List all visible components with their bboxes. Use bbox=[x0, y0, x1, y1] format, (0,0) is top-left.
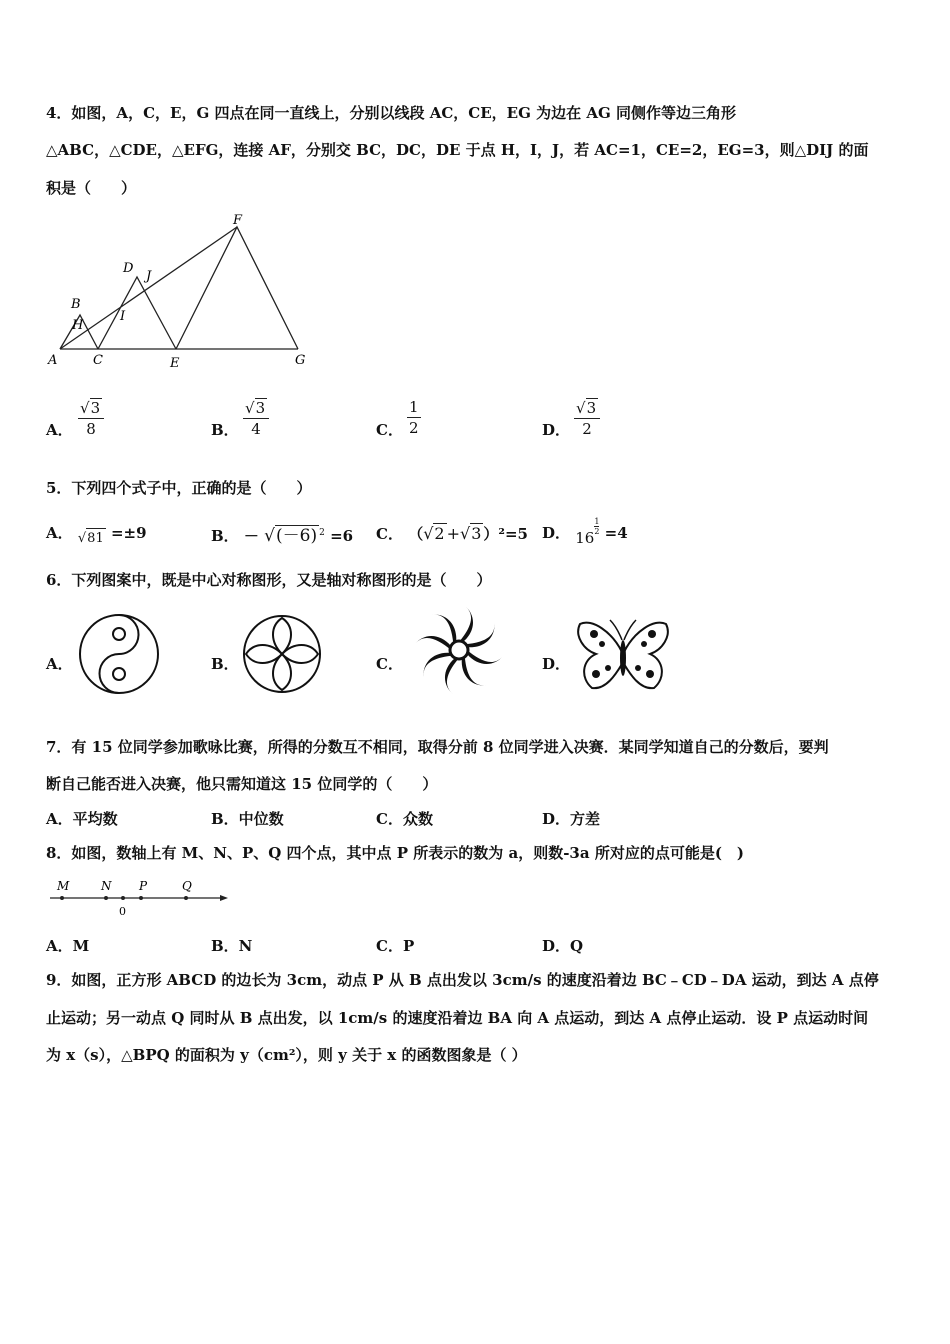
q5-d-rest: =4 bbox=[604, 524, 628, 542]
q6-option-d-label: D． bbox=[542, 655, 571, 673]
q9-stem-line2: 止运动；另一动点 Q 同时从 B 点出发，以 1cm/s 的速度沿着边 BA 向 A 点运动，到达 A 点停止运动．设 P 点运动时间 bbox=[46, 1009, 869, 1027]
q8-option-d[interactable]: D．Q bbox=[542, 937, 584, 955]
fig-label-g: G bbox=[295, 353, 306, 368]
q4-stem-line3: 积是（ ） bbox=[46, 179, 137, 197]
q4-a-den: 8 bbox=[86, 420, 96, 438]
fig-label-a: A bbox=[48, 353, 58, 368]
q7-option-a[interactable]: A．平均数 bbox=[46, 810, 118, 828]
q4-d-num: 3 bbox=[586, 399, 597, 417]
q5-c-rest: ²=5 bbox=[498, 525, 528, 543]
q7-stem-line2: 断自己能否进入决赛，他只需知道这 15 位同学的（ ） bbox=[46, 775, 438, 793]
axis-label-q: Q bbox=[182, 879, 192, 893]
q5-a-rest: =±9 bbox=[110, 524, 147, 542]
q5-c-open-paren: （ bbox=[408, 525, 424, 543]
q5-option-a[interactable]: A． √81 =±9 bbox=[46, 523, 147, 545]
q4-option-d-fraction[interactable]: √3 2 bbox=[574, 398, 600, 438]
q4-c-num: 1 bbox=[409, 398, 419, 416]
q5-option-c[interactable]: C． （√2 +√3 ）²=5 bbox=[376, 524, 528, 543]
fig-label-j: J bbox=[146, 269, 152, 284]
q5-c-close-paren: ） bbox=[483, 525, 499, 543]
q8-stem: 8．如图，数轴上有 M、N、P、Q 四个点，其中点 P 所表示的数为 a，则数-3a 所对应的点可能是( ) bbox=[46, 844, 745, 862]
q6-stem: 6．下列图案中，既是中心对称图形，又是轴对称图形的是（ ） bbox=[46, 571, 492, 589]
q4-option-b-label: B． bbox=[211, 421, 239, 439]
fig-label-f: F bbox=[233, 213, 243, 228]
q8-option-a[interactable]: A．M bbox=[46, 937, 90, 955]
q5-c-radicand-2: 3 bbox=[471, 524, 482, 543]
q4-option-a-label: A． bbox=[46, 421, 73, 439]
q5-a-radicand: 81 bbox=[86, 528, 106, 549]
q5-c-plus: + bbox=[446, 524, 460, 543]
q9-stem-line3: 为 x（s），△BPQ 的面积为 y（cm²），则 y 关于 x 的函数图象是（ ） bbox=[46, 1046, 527, 1064]
axis-label-m: M bbox=[57, 879, 70, 893]
q7-option-b[interactable]: B．中位数 bbox=[211, 810, 284, 828]
q9-stem-line1: 9．如图，正方形 ABCD 的边长为 3cm，动点 P 从 B 点出发以 3cm/s 的速度沿着边 BC﹣CD﹣DA 运动，到达 A 点停 bbox=[46, 971, 879, 989]
q4-option-c-fraction[interactable] bbox=[407, 398, 421, 437]
q6-option-c-label: C． bbox=[376, 655, 403, 673]
q4-c-den: 2 bbox=[409, 419, 419, 437]
axis-label-p: P bbox=[139, 879, 148, 893]
q5-d-exp-den: 2 bbox=[594, 527, 600, 536]
q8-option-c[interactable]: C．P bbox=[376, 937, 415, 955]
q4-option-d-label: D． bbox=[542, 421, 571, 439]
q7-option-c[interactable]: C．众数 bbox=[376, 810, 433, 828]
q4-option-a-fraction[interactable]: √3 8 bbox=[78, 398, 104, 438]
q5-d-base: 16 bbox=[575, 529, 595, 547]
yin-yang-pattern-icon[interactable] bbox=[75, 612, 165, 696]
q6-option-a-label: A． bbox=[46, 655, 73, 673]
pinwheel-flower-pattern-icon[interactable] bbox=[405, 602, 513, 698]
q5-stem: 5．下列四个式子中，正确的是（ ） bbox=[46, 479, 312, 497]
q4-option-b-fraction[interactable]: √3 4 bbox=[243, 398, 269, 438]
fig-label-c: C bbox=[93, 353, 103, 368]
q5-d-label: D． bbox=[542, 524, 571, 542]
q4-option-c-label: C． bbox=[376, 421, 403, 439]
q5-c-radicand-1: 2 bbox=[434, 524, 445, 543]
q5-b-minus: － bbox=[243, 527, 259, 545]
fig-label-i: I bbox=[120, 309, 126, 324]
fig-label-b: B bbox=[71, 297, 81, 312]
q8-option-b[interactable]: B．N bbox=[211, 937, 253, 955]
q6-option-b-label: B． bbox=[211, 655, 239, 673]
fig-label-h: H bbox=[72, 318, 84, 333]
q5-c-label: C． bbox=[376, 525, 403, 543]
q4-a-num: 3 bbox=[90, 399, 101, 417]
axis-label-zero: 0 bbox=[119, 905, 126, 918]
q4-stem-line2: △ABC，△CDE，△EFG，连接 AF，分别交 BC，DC，DE 于点 H，I，J，若 AC=1，CE=2，EG=3，则△DIJ 的面 bbox=[46, 141, 869, 159]
q5-option-b[interactable]: B． － √(－6) $^2$ =6 bbox=[211, 526, 354, 546]
q5-a-label: A． bbox=[46, 524, 73, 542]
q5-b-label: B． bbox=[211, 527, 239, 545]
q5-b-rest: =6 bbox=[330, 527, 354, 545]
q7-option-d[interactable]: D．方差 bbox=[542, 810, 601, 828]
axis-label-n: N bbox=[101, 879, 112, 893]
number-line-figure bbox=[46, 876, 231, 920]
q5-b-exponent: 2 bbox=[319, 528, 325, 538]
q4-stem-line1: 4．如图，A，C，E，G 四点在同一直线上，分别以线段 AC，CE，EG 为边在 AG 同侧作等边三角形 bbox=[46, 104, 737, 122]
butterfly-pattern-icon[interactable] bbox=[572, 612, 674, 696]
q5-option-d[interactable] bbox=[542, 517, 628, 547]
q4-triangle-figure bbox=[40, 212, 315, 372]
fig-label-e: E bbox=[170, 356, 180, 371]
q4-b-den: 4 bbox=[251, 420, 261, 438]
q5-d-exp-num: 1 bbox=[594, 517, 600, 526]
q7-stem-line1: 7．有 15 位同学参加歌咏比赛，所得的分数互不相同，取得分前 8 位同学进入决赛．某同学知道自己的分数后，要判 bbox=[46, 738, 829, 756]
q4-b-num: 3 bbox=[255, 399, 266, 417]
four-petal-pattern-icon[interactable] bbox=[240, 612, 335, 696]
fig-label-d: D bbox=[123, 261, 134, 276]
q4-d-den: 2 bbox=[582, 420, 592, 438]
q5-b-radicand: (－6) bbox=[276, 526, 318, 546]
